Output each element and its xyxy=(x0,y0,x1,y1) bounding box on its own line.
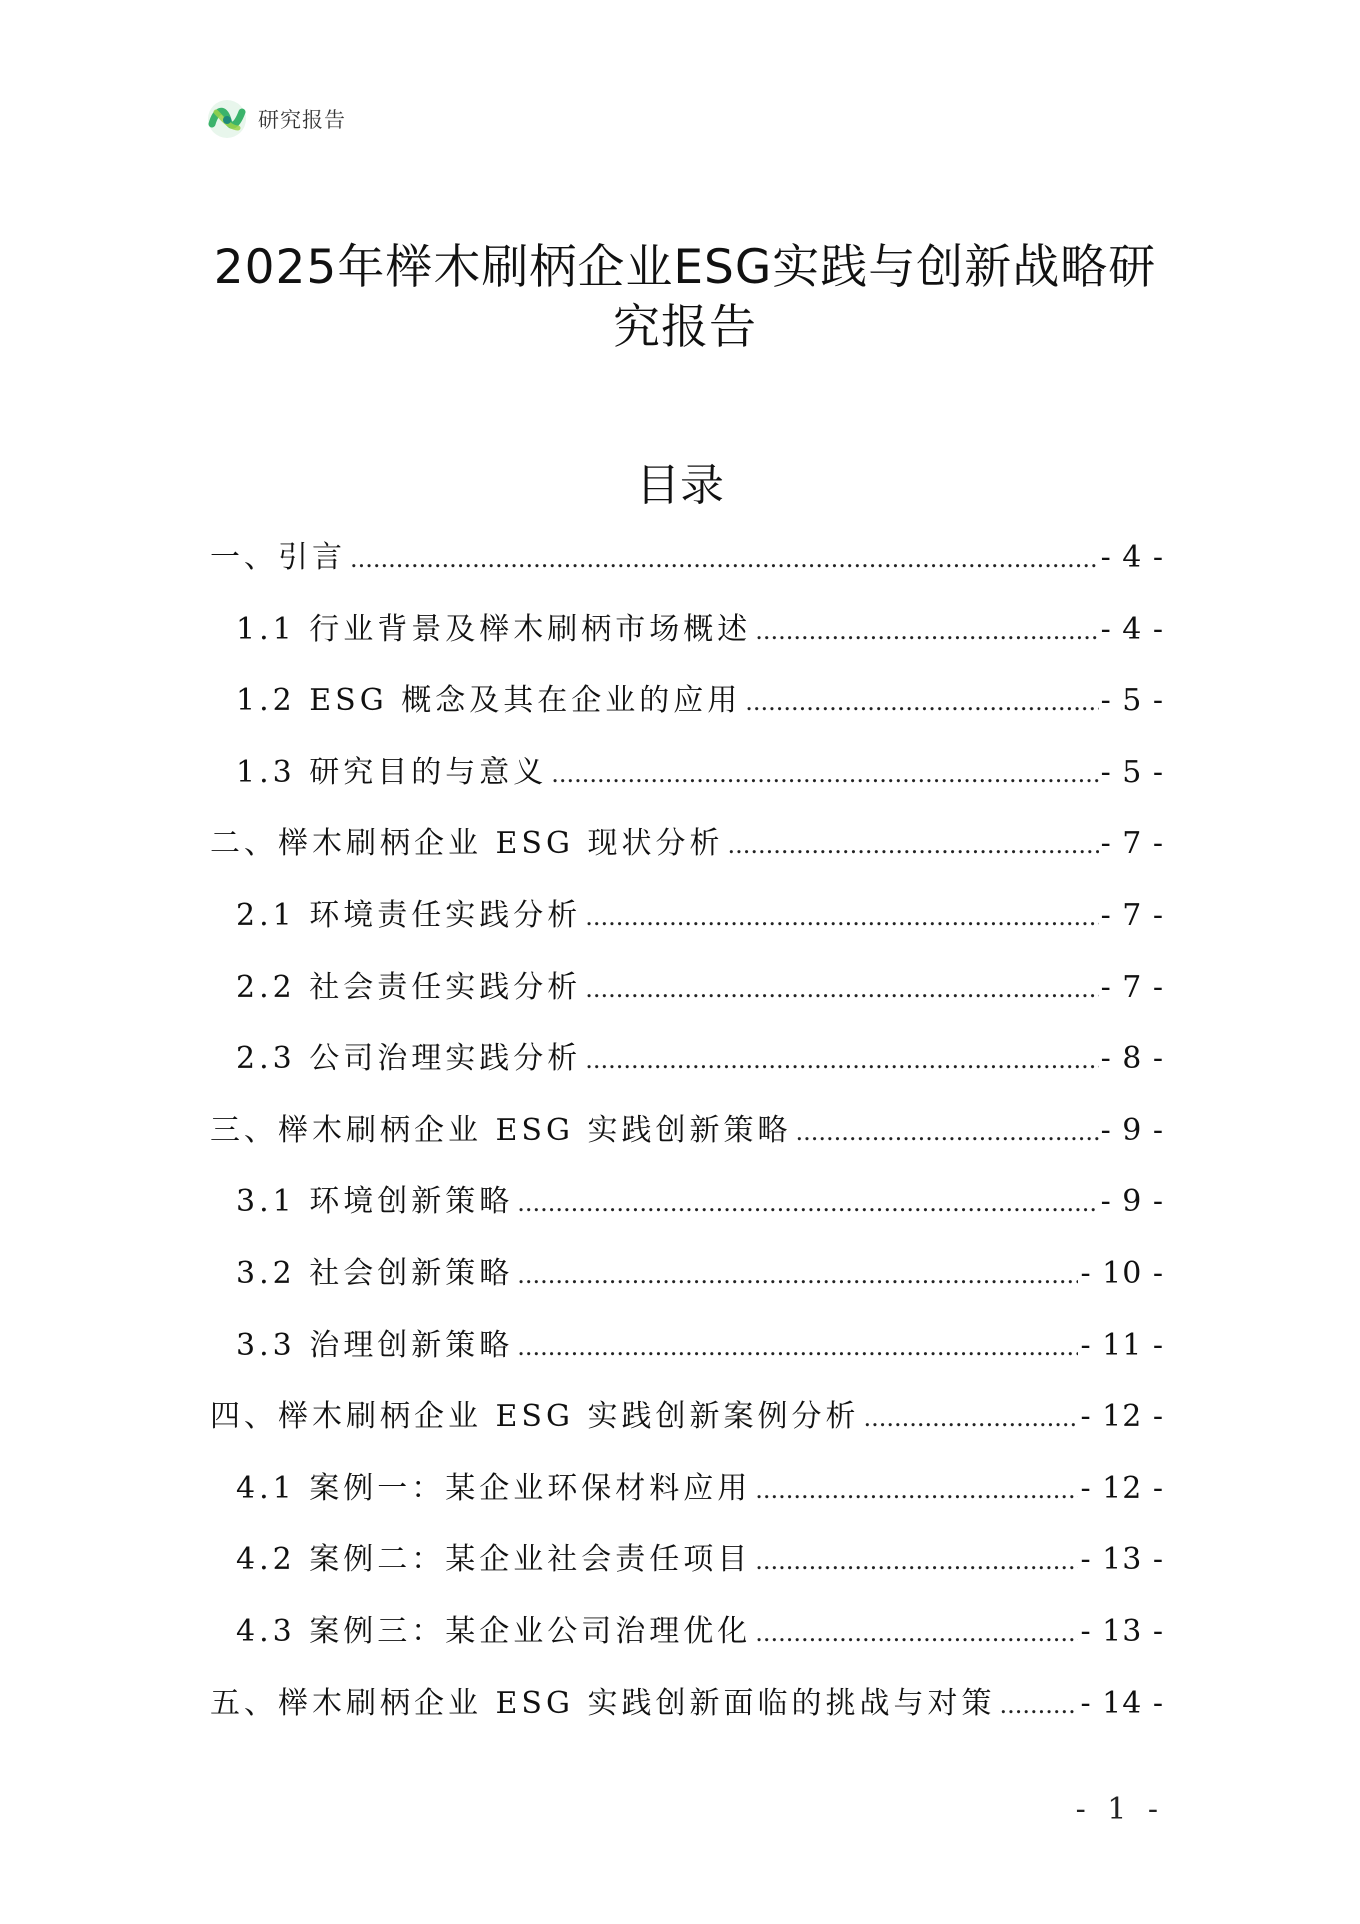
toc-entry-page: - 8 - xyxy=(1100,1041,1164,1077)
toc-entry-page: - 9 - xyxy=(1100,1112,1164,1148)
toc-entry-title: 4.3 案例三：某企业公司治理优化 xyxy=(236,1613,752,1649)
toc-entry[interactable] xyxy=(210,1310,1164,1382)
toc-dot-leader xyxy=(517,1240,1078,1312)
report-title-line-1: 2025年榉木刷柄企业ESG实践与创新战略研 xyxy=(213,240,1157,295)
leaf-logo-icon xyxy=(206,98,248,140)
toc-entry-title: 二、榉木刷柄企业 ESG 现状分析 xyxy=(210,826,724,862)
toc-entry[interactable] xyxy=(210,1524,1164,1596)
toc-entry-title: 四、榉木刷柄企业 ESG 实践创新案例分析 xyxy=(210,1399,860,1435)
toc-entry-title: 2.3 公司治理实践分析 xyxy=(236,1041,582,1077)
toc-entry-page: - 7 - xyxy=(1100,826,1164,862)
toc-entry-page: - 5 - xyxy=(1100,683,1164,719)
toc-entry-page: - 7 - xyxy=(1100,969,1164,1005)
toc-entry[interactable] xyxy=(210,1668,1164,1740)
toc-entry-title: 三、榉木刷柄企业 ESG 实践创新策略 xyxy=(210,1112,792,1148)
toc-entry[interactable] xyxy=(210,808,1164,880)
toc-entry-title: 五、榉木刷柄企业 ESG 实践创新面临的挑战与对策 xyxy=(210,1685,996,1721)
toc-dot-leader xyxy=(517,1168,1098,1240)
toc-entry-page: - 9 - xyxy=(1100,1184,1164,1220)
toc-entry-title: 2.2 社会责任实践分析 xyxy=(236,969,582,1005)
report-header xyxy=(206,98,346,140)
toc-dot-leader xyxy=(585,882,1098,954)
toc-dot-leader xyxy=(755,1455,1078,1527)
toc-entry-page: - 4 - xyxy=(1100,540,1164,575)
toc-dot-leader xyxy=(585,954,1098,1026)
toc-entry[interactable] xyxy=(210,952,1164,1024)
toc-heading: 目录 xyxy=(636,460,724,511)
toc-entry-title: 3.3 治理创新策略 xyxy=(236,1327,514,1363)
toc-entry-page: - 14 - xyxy=(1080,1685,1164,1721)
toc-entry-page: - 13 - xyxy=(1080,1542,1164,1578)
toc-entry-title: 1.3 研究目的与意义 xyxy=(236,754,548,790)
toc-entry-title: 1.2 ESG 概念及其在企业的应用 xyxy=(236,683,742,719)
toc-entry[interactable] xyxy=(210,594,1164,666)
toc-entry-title: 4.1 案例一：某企业环保材料应用 xyxy=(236,1470,752,1506)
toc-dot-leader xyxy=(551,739,1098,811)
toc-dot-leader xyxy=(1000,1670,1079,1742)
toc-entry-page: - 11 - xyxy=(1080,1327,1164,1363)
toc-entry-title: 4.2 案例二：某企业社会责任项目 xyxy=(236,1542,752,1578)
toc-dot-leader xyxy=(864,1383,1079,1455)
toc-entry[interactable] xyxy=(210,1596,1164,1668)
toc-entry[interactable] xyxy=(210,665,1164,737)
toc-dot-leader xyxy=(517,1312,1078,1384)
toc-entry[interactable] xyxy=(210,737,1164,809)
toc-entry[interactable] xyxy=(210,880,1164,952)
toc-entry[interactable] xyxy=(210,1453,1164,1525)
toc-entry[interactable] xyxy=(210,522,1164,594)
toc-entry-page: - 5 - xyxy=(1100,754,1164,790)
report-title-line-2: 究报告 xyxy=(613,300,757,355)
toc-entry[interactable] xyxy=(210,1095,1164,1167)
toc-dot-leader xyxy=(350,524,1099,596)
report-title xyxy=(200,238,1170,358)
table-of-contents xyxy=(210,522,1164,1739)
toc-entry-title: 3.1 环境创新策略 xyxy=(236,1184,514,1220)
page-number: - 1 - xyxy=(1075,1792,1164,1827)
toc-entry-title: 1.1 行业背景及榉木刷柄市场概述 xyxy=(236,611,752,647)
toc-entry-title: 一、引言 xyxy=(210,540,346,575)
toc-dot-leader xyxy=(585,1025,1098,1097)
toc-entry[interactable] xyxy=(210,1238,1164,1310)
toc-entry-page: - 12 - xyxy=(1080,1470,1164,1506)
toc-entry-title: 3.2 社会创新策略 xyxy=(236,1255,514,1291)
toc-entry-page: - 10 - xyxy=(1080,1255,1164,1291)
toc-entry-page: - 4 - xyxy=(1100,611,1164,647)
toc-entry-page: - 12 - xyxy=(1080,1399,1164,1435)
toc-dot-leader xyxy=(796,1097,1099,1169)
toc-entry-page: - 13 - xyxy=(1080,1613,1164,1649)
toc-entry[interactable] xyxy=(210,1166,1164,1238)
toc-entry-title: 2.1 环境责任实践分析 xyxy=(236,897,582,933)
toc-dot-leader xyxy=(755,596,1098,668)
toc-dot-leader xyxy=(755,1598,1078,1670)
toc-dot-leader xyxy=(728,810,1099,882)
toc-entry-page: - 7 - xyxy=(1100,897,1164,933)
toc-entry[interactable] xyxy=(210,1381,1164,1453)
toc-dot-leader xyxy=(755,1526,1078,1598)
header-label: 研究报告 xyxy=(258,108,346,132)
toc-dot-leader xyxy=(745,667,1098,739)
toc-entry[interactable] xyxy=(210,1023,1164,1095)
